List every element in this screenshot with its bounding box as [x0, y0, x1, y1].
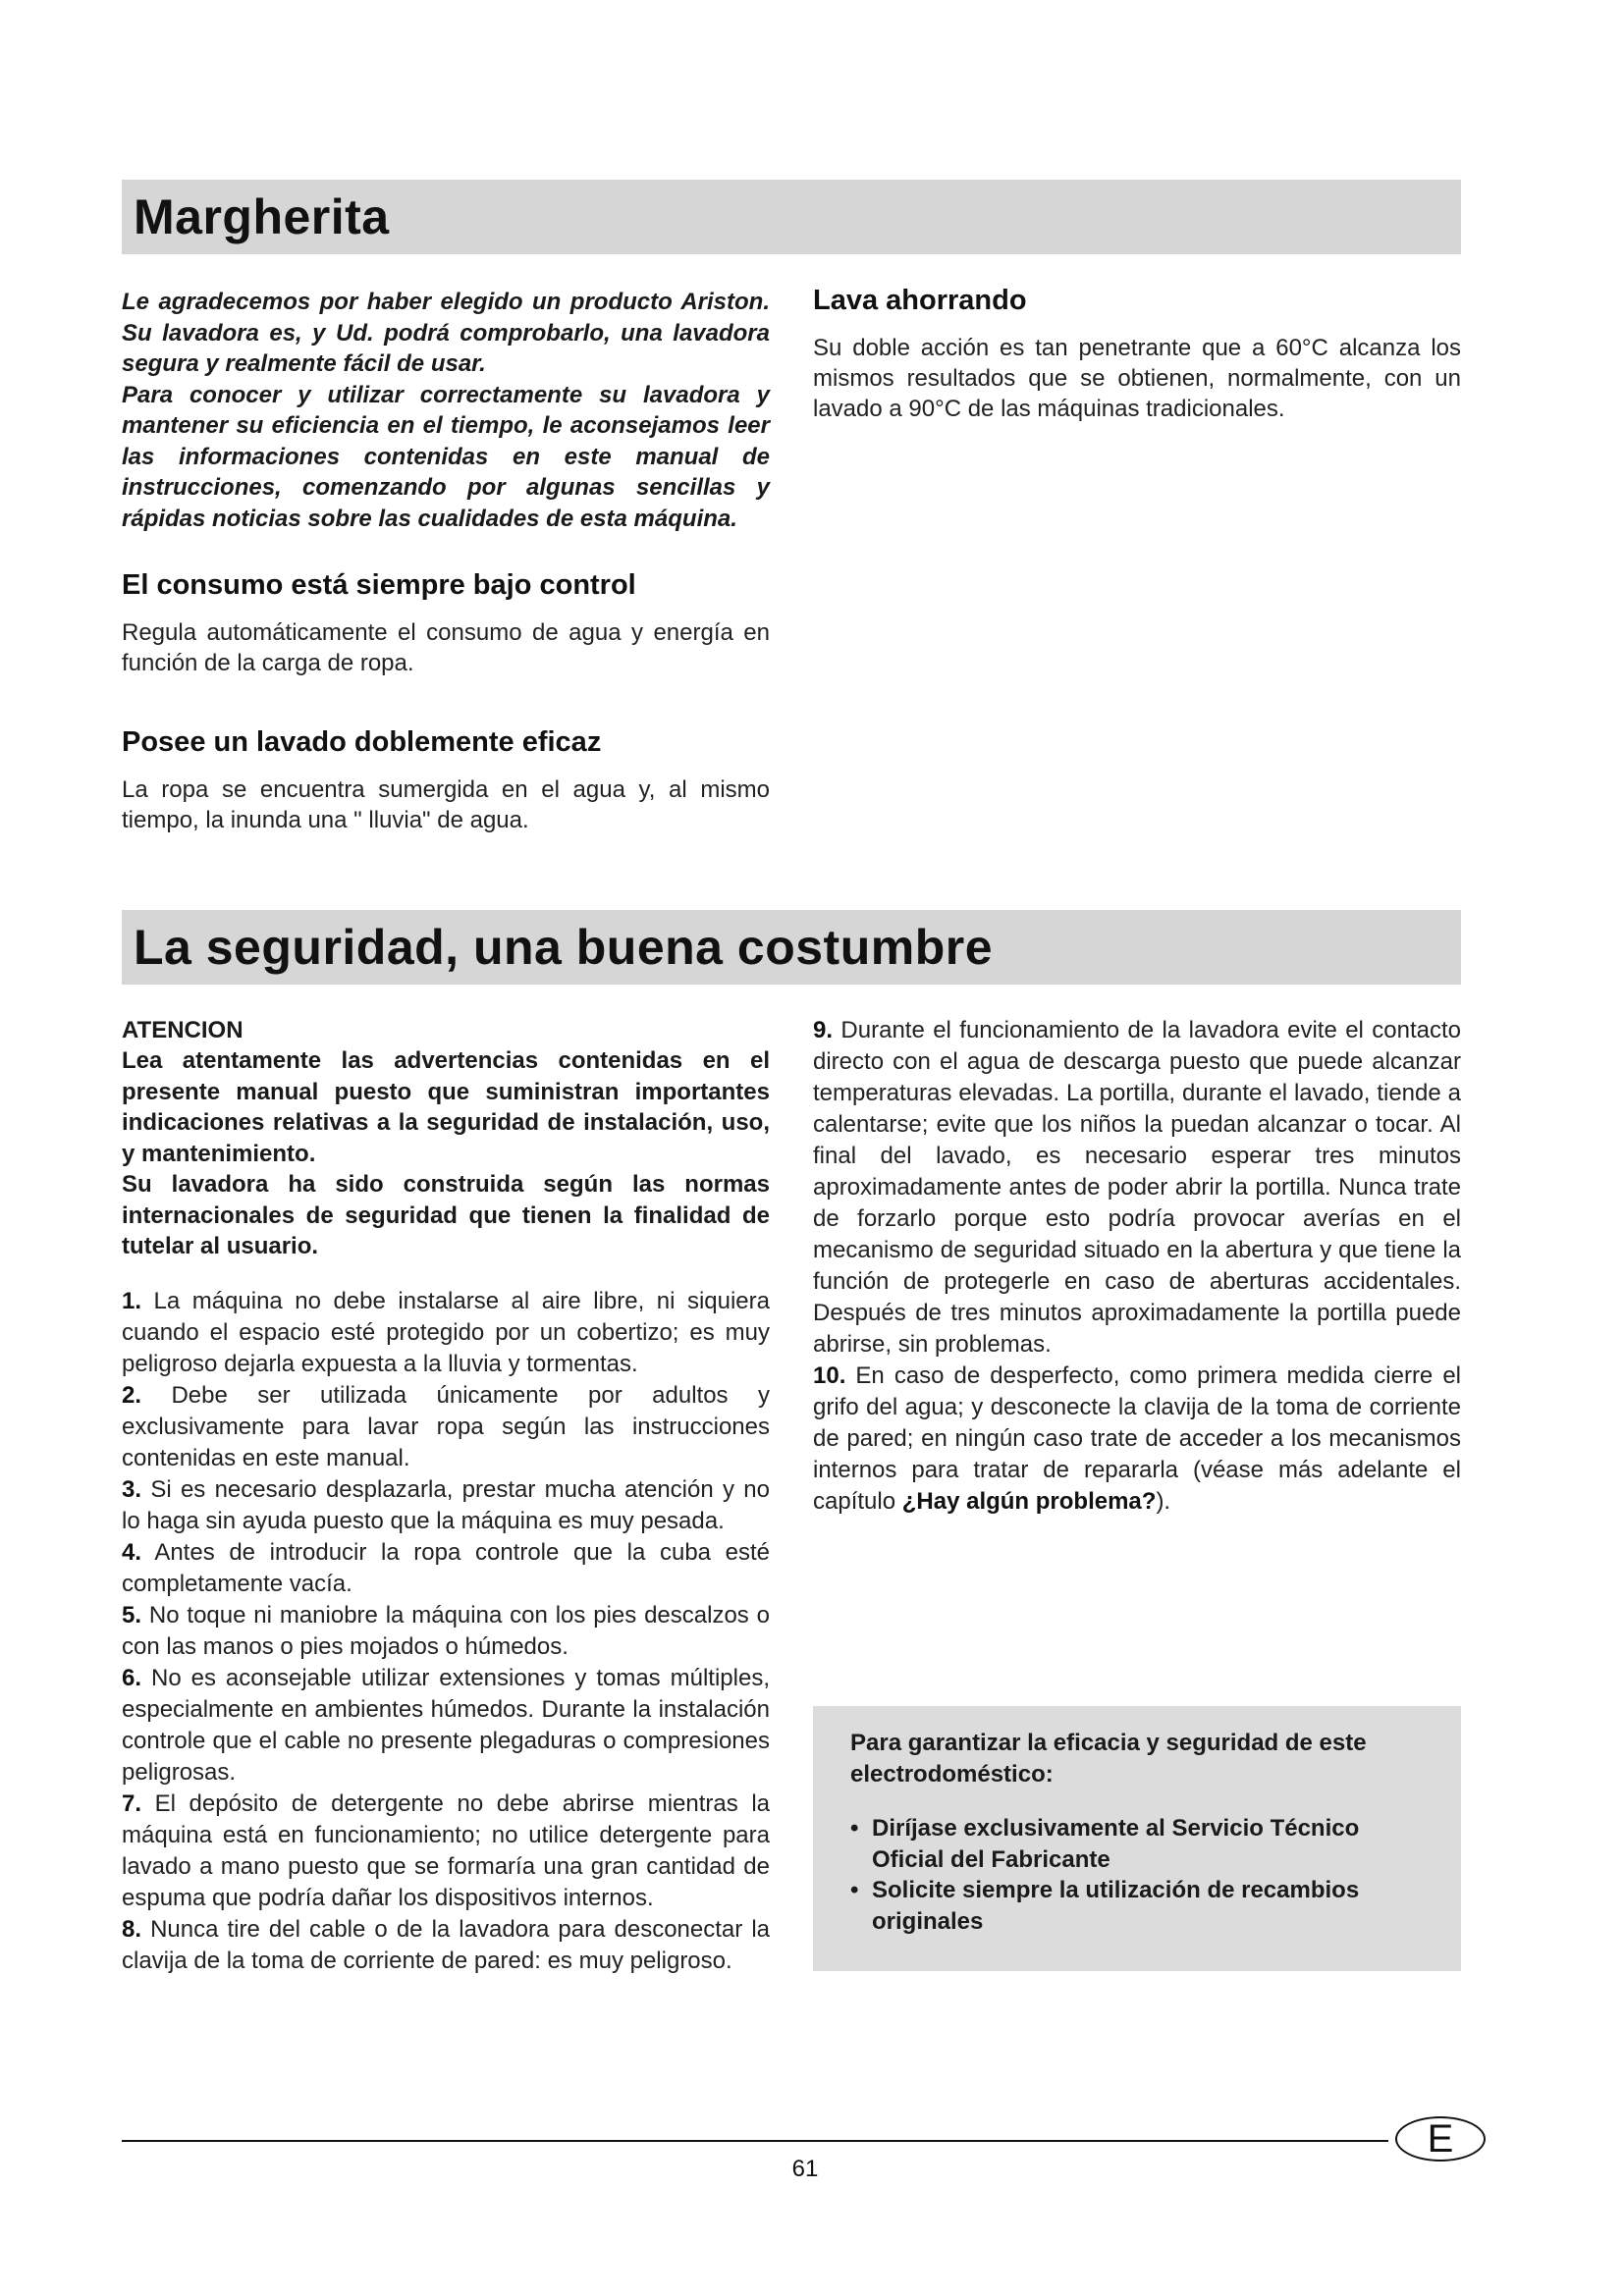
notice-list: [850, 1813, 1422, 1937]
consumo-heading: El consumo está siempre bajo control: [122, 569, 636, 601]
consumo-text: Regula automáticamente el consumo de agua y energía en función de la carga de ropa.: [122, 619, 770, 676]
attention-paragraph-1: Lea atentamente las advertencias contenidas en el presente manual puesto que suministran importantes indicaciones relativas a la seguridad de instalación, uso, y mantenimiento.: [122, 1047, 770, 1167]
safety-item-7: 7. El depósito de detergente no debe abrirse mientras la máquina está en funcionamiento; no utilice detergente para lavado a mano puesto que se formaría una gran cantidad de espuma que podría dañar los dispositivos internos.: [122, 1789, 771, 1911]
lavado-doble-text: La ropa se encuentra sumergida en el agua y, al mismo tiempo, la inunda una " lluvia" de agua.: [122, 776, 770, 833]
safety-left-column: [122, 1015, 770, 1977]
section-title-seguridad: La seguridad, una buena costumbre: [134, 920, 993, 975]
lava-ahorrando-text: Su doble acción es tan penetrante que a 60°C alcanza los mismos resultados que se obtienen, normalmente, con un lavado a 90°C de las máquinas tradicionales.: [813, 335, 1461, 422]
safety-item-1: 1. La máquina no debe instalarse al aire libre, ni siquiera cuando el espacio esté protegido por un cobertizo; es muy peligroso dejarla expuesta a la lluvia y tormentas.: [122, 1287, 770, 1377]
notice-bullet-2: • Solicite siempre la utilización de recambios originales: [850, 1875, 1422, 1937]
problem-chapter-reference: ¿Hay algún problema?: [901, 1488, 1157, 1515]
intro-paragraph-2: Para conocer y utilizar correctamente su lavadora y mantener su eficiencia en el tiempo, le aconsejamos leer las informaciones contenidas en este manual de instrucciones, comenzando por algunas sencillas y rápidas noticias sobre las cualidades de esta máquina.: [122, 381, 770, 532]
language-badge: E: [1395, 2116, 1486, 2162]
safety-item-9: 9. Durante el funcionamiento de la lavadora evite el contacto directo con el agua de descarga puesto que puede alcanzar temperaturas elevadas. La portilla, durante el lavado, tiende a calentarse; evite que los niños la puedan alcanzar o tocar. Al final del lavado, es necesario esperar tres minutos aproximadamente antes de poder abrir la portilla. Nunca trate de forzarlo porque esto podría provocar averías en el mecanismo de seguridad situado en la abertura y que tiene la función de protegerle en caso de aberturas accidentales. Después de tres minutos aproximadamente la portilla puede abrirse, sin problemas.: [813, 1017, 1462, 1358]
intro-block: [122, 287, 770, 534]
notice-lead: Para garantizar la eficacia y seguridad de este electrodoméstico:: [850, 1730, 1367, 1788]
section-title-bar: [122, 180, 1461, 254]
consumo-block: [122, 569, 770, 678]
footer-rule: [122, 2140, 1388, 2142]
page-number: 61: [791, 2156, 819, 2182]
lavado-doble-heading: Posee un lavado doblemente eficaz: [122, 726, 602, 758]
safety-item-10: 10. En caso de desperfecto, como primera medida cierre el grifo del agua; y desconecte la clavija de la toma de corriente de pared; en ningún caso trate de acceder a los mecanismos internos para tratar de repararla (véase más adelante el capítulo ¿Hay algún problema?).: [813, 1362, 1461, 1515]
lava-ahorrando-heading: Lava ahorrando: [813, 285, 1027, 316]
safety-item-5: 5. No toque ni maniobre la máquina con los pies descalzos o con las manos o pies mojados o húmedos.: [122, 1601, 771, 1660]
safety-item-6: 6. No es aconsejable utilizar extensiones y tomas múltiples, especialmente en ambientes húmedos. Durante la instalación controle que el cable no presente plegaduras o compresiones peligrosas.: [122, 1664, 770, 1786]
intro-paragraph-1: Le agradecemos por haber elegido un producto Ariston. Su lavadora es, y Ud. podrá comprobarlo, una lavadora segura y realmente fácil de usar.: [122, 289, 770, 377]
safety-item-4: 4. Antes de introducir la ropa controle que la cuba esté completamente vacía.: [122, 1538, 771, 1597]
safety-item-8: 8. Nunca tire del cable o de la lavadora para desconectar la clavija de la toma de corriente de pared: es muy peligroso.: [122, 1915, 770, 1974]
service-notice-box: [813, 1706, 1461, 1971]
section-title-bar-seguridad: [122, 910, 1461, 985]
attention-paragraph-2: Su lavadora ha sido construida según las normas internacionales de seguridad que tienen la finalidad de tutelar al usuario.: [122, 1171, 770, 1259]
lavado-doble-block: [122, 726, 770, 835]
lava-ahorrando-block: [813, 285, 1461, 424]
safety-item-3: 3. Si es necesario desplazarla, prestar mucha atención y no lo haga sin ayuda puesto que la máquina es muy pesada.: [122, 1475, 770, 1534]
safety-right-column: [813, 1015, 1461, 1518]
notice-bullet-1: • Diríjase exclusivamente al Servicio Técnico Oficial del Fabricante: [850, 1813, 1422, 1875]
attention-label: ATENCION: [122, 1017, 244, 1043]
section-title-margherita: Margherita: [134, 189, 390, 244]
safety-item-2: 2. Debe ser utilizada únicamente por adultos y exclusivamente para lavar ropa según las instrucciones contenidas en este manual.: [122, 1381, 770, 1471]
